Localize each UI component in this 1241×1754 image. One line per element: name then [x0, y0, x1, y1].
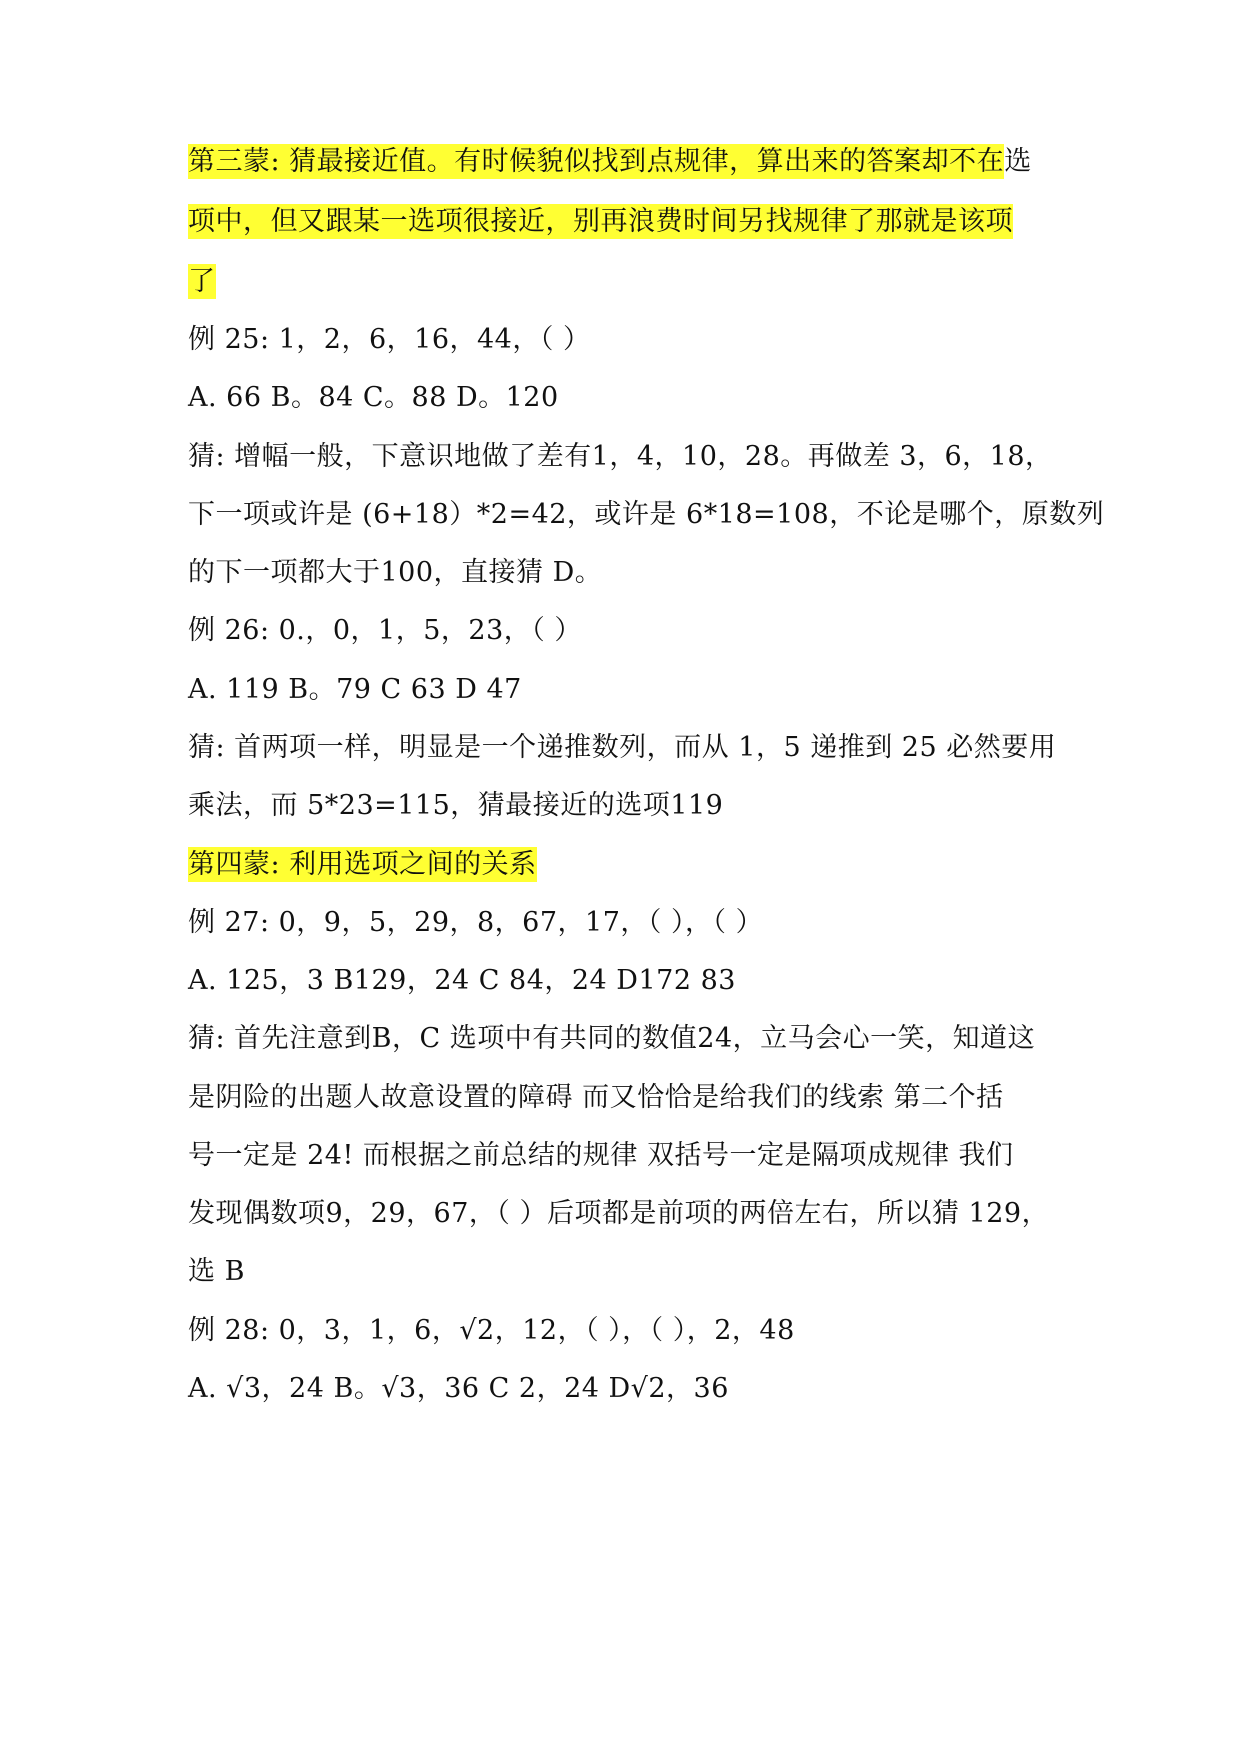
example-27-guess-line1: 猜: 首先注意到B，C 选项中有共同的数值24，立马会心一笑，知道这: [188, 1023, 1036, 1054]
example-26-guess-line1: 猜: 首两项一样，明显是一个递推数列，而从 1，5 递推到 25 必然要用: [188, 732, 1057, 763]
example-26-options: A. 119 B。79 C 63 D 47: [188, 674, 522, 705]
highlighted-heading-text: 第四蒙: 利用选项之间的关系: [188, 849, 537, 880]
example-27-guess-line5: 选 B: [188, 1256, 245, 1287]
section3-heading-line1: [188, 142, 1032, 182]
example-27-options: A. 125，3 B129，24 C 84，24 D172 83: [188, 965, 736, 996]
highlighted-heading-text: 了: [188, 266, 216, 297]
example-26-question: 例 26: 0.，0，1，5，23，（ ）: [188, 615, 582, 646]
section3-heading-line3: [188, 262, 216, 302]
example-25-guess-line3: 的下一项都大于100，直接猜 D。: [188, 557, 603, 588]
example-25-options: A. 66 B。84 C。88 D。120: [188, 382, 559, 413]
section4-heading: [188, 845, 537, 885]
example-25-guess-line2: 下一项或许是 (6+18）*2=42，或许是 6*18=108，不论是哪个，原数列: [188, 499, 1105, 530]
heading-tail-text: 选: [1004, 146, 1032, 177]
example-27-guess-line3: 号一定是 24! 而根据之前总结的规律 双括号一定是隔项成规律 我们: [188, 1140, 1014, 1171]
section3-heading-line2: [188, 202, 1013, 242]
example-28-question: 例 28: 0，3，1，6，√2，12，（ ），（ ），2，48: [188, 1315, 795, 1346]
example-25-guess-line1: 猜: 增幅一般，下意识地做了差有1，4，10，28。再做差 3，6，18，: [188, 441, 1053, 472]
highlighted-heading-text: 项中，但又跟某一选项很接近，别再浪费时间另找规律了那就是该项: [188, 206, 1013, 237]
example-27-guess-line4: 发现偶数项9，29，67，（ ）后项都是前项的两倍左右，所以猜 129，: [188, 1198, 1050, 1229]
example-25-question: 例 25: 1，2，6，16，44，（ ）: [188, 324, 591, 355]
example-27-guess-line2: 是阴险的出题人故意设置的障碍 而又恰恰是给我们的线索 第二个括: [188, 1082, 1004, 1113]
highlighted-heading-text: 第三蒙: 猜最接近值。有时候貌似找到点规律，算出来的答案却不在: [188, 146, 1005, 177]
example-27-question: 例 27: 0，9，5，29，8，67，17，（ ），（ ）: [188, 907, 764, 938]
example-26-guess-line2: 乘法，而 5*23=115，猜最接近的选项119: [188, 790, 724, 821]
example-28-options: A. √3，24 B。√3，36 C 2，24 D√2，36: [188, 1373, 729, 1404]
